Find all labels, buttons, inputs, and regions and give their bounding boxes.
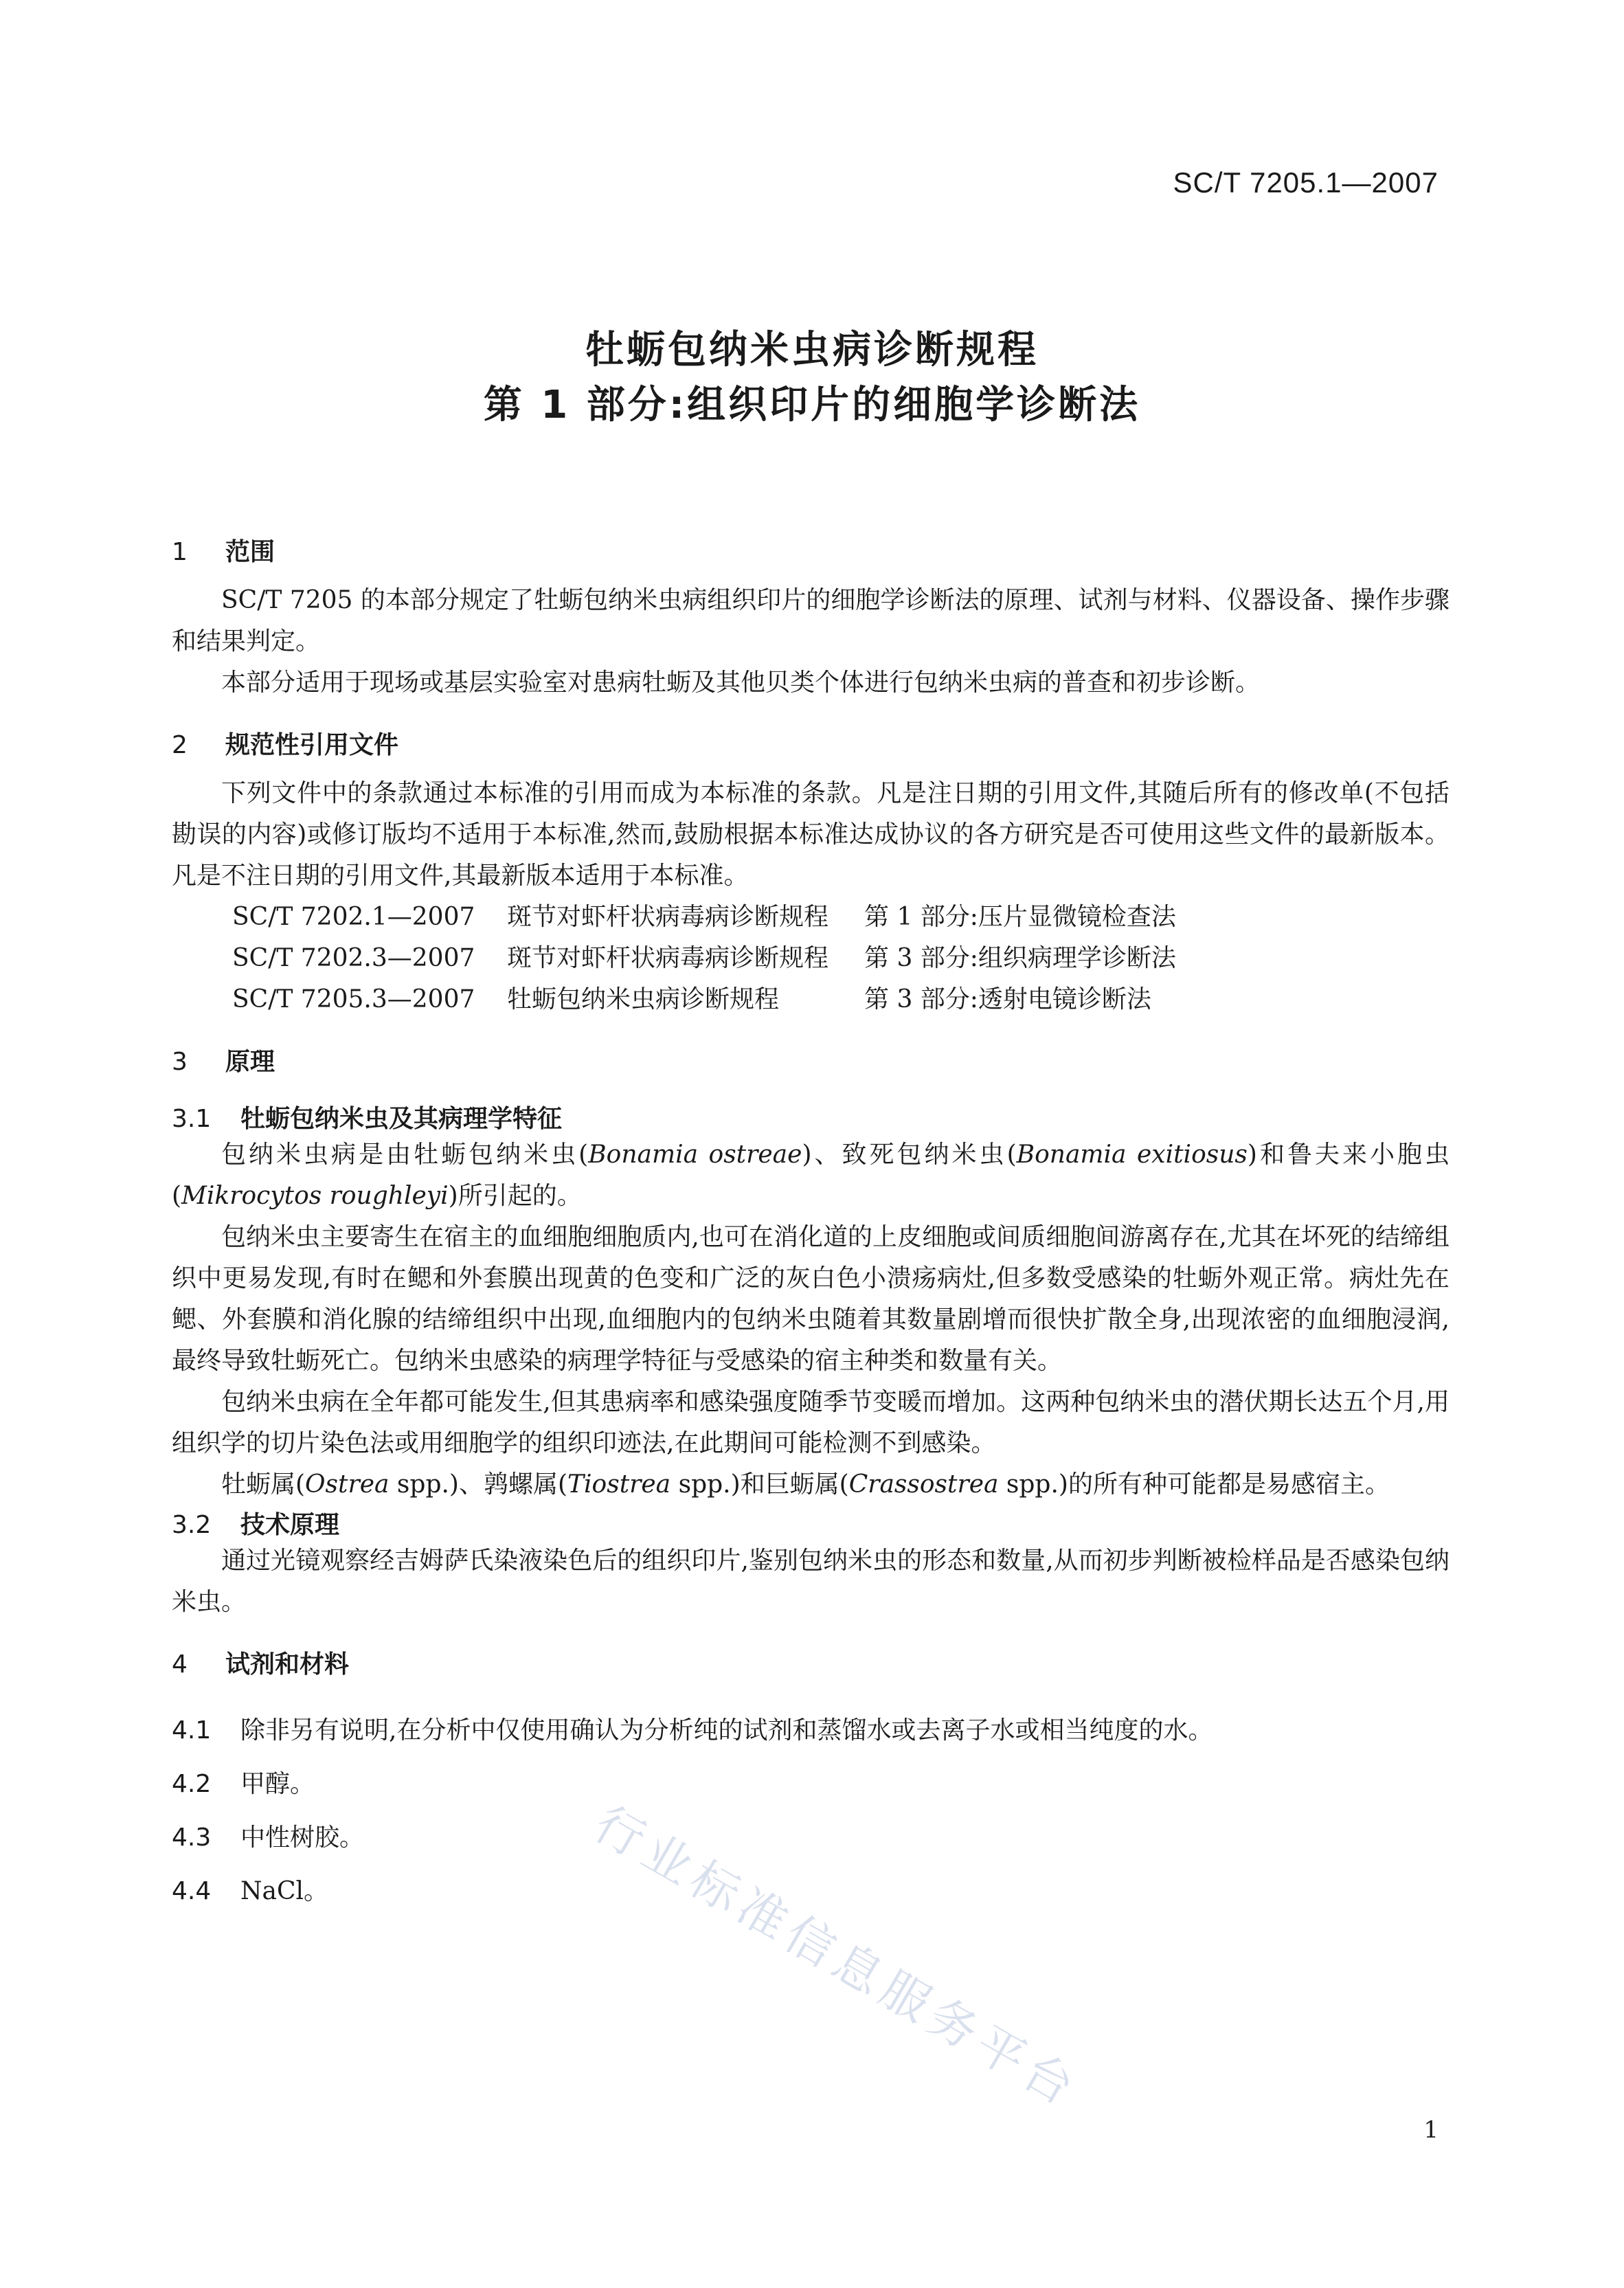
reference-item: SC/T 7202.3—2007 斑节对虾杆状病毒病诊断规程 第 3 部分:组织病理学诊断法 — [232, 944, 1176, 972]
paragraph: 包纳米虫病是由牡蛎包纳米虫(Bonamia ostreae)、致死包纳米虫(Bonamia exitiosus)和鲁夫来小胞虫(Mikrocytos roughleyi)所引起的。 — [172, 1141, 1450, 1210]
paragraph: 本部分适用于现场或基层实验室对患病牡蛎及其他贝类个体进行包纳米虫病的普查和初步诊断。 — [221, 669, 1261, 697]
subsection-heading-technique: 3.2 技术原理 — [172, 1511, 340, 1539]
subsection-heading-pathology: 3.1 牡蛎包纳米虫及其病理学特征 — [172, 1105, 563, 1133]
paragraph: 包纳米虫病在全年都可能发生,但其患病率和感染强度随季节变暖而增加。这两种包纳米虫的潜伏期长达五个月,用组织学的切片染色法或用细胞学的组织印迹法,在此期间可能检测不到感染。 — [172, 1388, 1450, 1457]
document-subtitle: 第 1 部分:组织印片的细胞学诊断法 — [483, 383, 1141, 427]
reference-item: SC/T 7205.3—2007 牡蛎包纳米虫病诊断规程 第 3 部分:透射电镜诊断法 — [232, 985, 1151, 1013]
standard-number: SC/T 7205.1—2007 — [1173, 166, 1439, 199]
paragraph: 牡蛎属(Ostrea spp.)、鹑螺属(Tiostrea spp.)和巨蛎属(Crassostrea spp.)的所有种可能都是易感宿主。 — [221, 1470, 1390, 1499]
paragraph: 通过光镜观察经吉姆萨氏染液染色后的组织印片,鉴别包纳米虫的形态和数量,从而初步判断被检样品是否感染包纳米虫。 — [172, 1547, 1450, 1616]
list-item: 4.4 NaCl。 — [172, 1877, 329, 1905]
section-heading-references: 2 规范性引用文件 — [172, 731, 399, 759]
section-heading-principle: 3 原理 — [172, 1048, 275, 1076]
list-item: 4.1 除非另有说明,在分析中仅使用确认为分析纯的试剂和蒸馏水或去离子水或相当纯度的水。 — [172, 1716, 1213, 1745]
list-item: 4.2 甲醇。 — [172, 1770, 315, 1798]
section-heading-reagents: 4 试剂和材料 — [172, 1650, 350, 1679]
document-body — [172, 532, 1450, 1912]
paragraph: 下列文件中的条款通过本标准的引用而成为本标准的条款。凡是注日期的引用文件,其随后所有的修改单(不包括勘误的内容)或修订版均不适用于本标准,然而,鼓励根据本标准达成协议的各方研究是否可使用这些文件的最新版本。凡是不注日期的引用文件,其最新版本适用于本标准。 — [172, 779, 1450, 890]
reference-item: SC/T 7202.1—2007 斑节对虾杆状病毒病诊断规程 第 1 部分:压片显微镜检查法 — [232, 903, 1176, 931]
section-heading-scope: 1 范围 — [172, 538, 275, 566]
document-title: 牡蛎包纳米虫病诊断规程 — [585, 328, 1039, 372]
watermark: 行业标准信息服务平台 — [585, 1795, 1090, 2120]
list-item: 4.3 中性树胶。 — [172, 1824, 365, 1852]
paragraph: 包纳米虫主要寄生在宿主的血细胞细胞质内,也可在消化道的上皮细胞或间质细胞间游离存在,尤其在坏死的结缔组织中更易发现,有时在鳃和外套膜出现黄的色变和广泛的灰白色小溃疡病灶,但多数受感染的牡蛎外观正常。病灶先在鳃、外套膜和消化腺的结缔组织中出现,血细胞内的包纳米虫随着其数量剧增而很快扩散全身,出现浓密的血细胞浸润,最终导致牡蛎死亡。包纳米虫感染的病理学特征与受感染的宿主种类和数量有关。 — [172, 1223, 1450, 1375]
paragraph: SC/T 7205 的本部分规定了牡蛎包纳米虫病组织印片的细胞学诊断法的原理、试剂与材料、仪器设备、操作步骤和结果判定。 — [172, 586, 1450, 655]
page-number: 1 — [1423, 2116, 1439, 2144]
